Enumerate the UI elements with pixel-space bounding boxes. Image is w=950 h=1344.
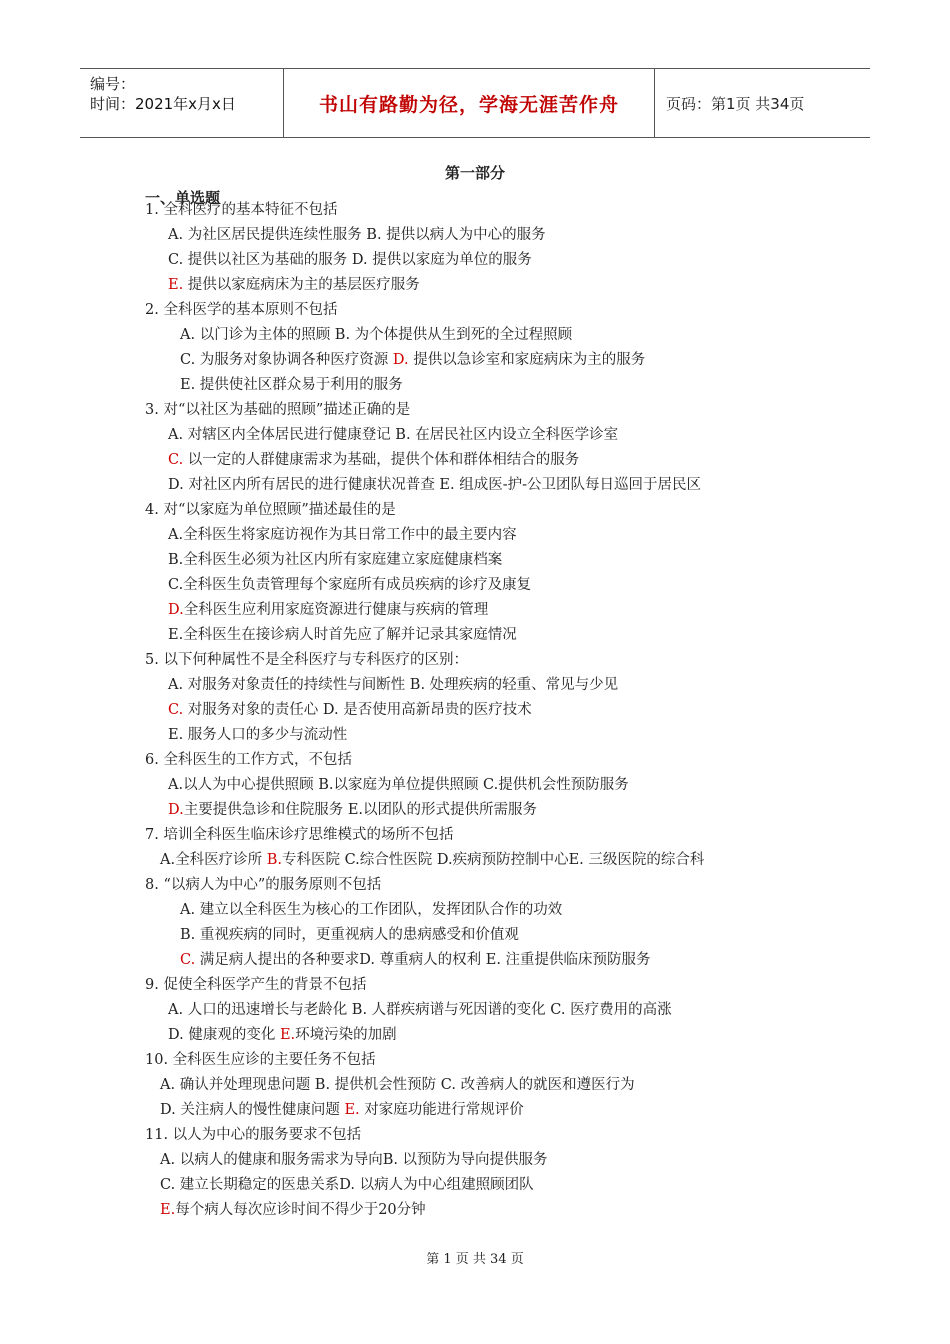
line-text: 环境污染的加剧 bbox=[295, 1027, 397, 1043]
line-text: 全科医生应利用家庭资源进行健康与疾病的管理 bbox=[183, 602, 489, 618]
question-line bbox=[168, 600, 488, 620]
answer-marker: E. bbox=[344, 1102, 360, 1118]
header-page-cell bbox=[656, 69, 870, 137]
line-text: B. 重视疾病的同时，更重视病人的患病感受和价值观 bbox=[180, 927, 519, 943]
line-text: 6. 全科医生的工作方式，不包括 bbox=[145, 752, 352, 768]
page-info: 页码：第1页 共34页 bbox=[666, 94, 805, 113]
question-line bbox=[145, 500, 396, 520]
line-text: E. 提供使社区群众易于利用的服务 bbox=[180, 377, 403, 393]
line-text: A. 人口的迅速增长与老龄化 B. 人群疾病谱与死因谱的变化 C. 医疗费用的高涨 bbox=[168, 1002, 672, 1018]
line-text: C.全科医生负责管理每个家庭所有成员疾病的诊疗及康复 bbox=[168, 577, 532, 593]
question-line bbox=[168, 775, 629, 795]
line-text: 2. 全科医学的基本原则不包括 bbox=[145, 302, 338, 318]
line-text: C. 建立长期稳定的医患关系D. 以病人为中心组建照顾团队 bbox=[160, 1177, 534, 1193]
line-text: 8. “以病人为中心”的服务原则不包括 bbox=[145, 877, 382, 893]
line-text: 每个病人每次应诊时间不得少于20分钟 bbox=[175, 1202, 426, 1218]
answer-marker: D. bbox=[168, 602, 184, 618]
line-text: A. 对辖区内全体居民进行健康登记 B. 在居民社区内设立全科医学诊室 bbox=[168, 427, 619, 443]
answer-marker: D. bbox=[392, 352, 409, 368]
question-line bbox=[168, 425, 618, 445]
question-line bbox=[145, 975, 366, 995]
line-text: A. 对服务对象责任的持续性与间断性 B. 处理疾病的轻重、常见与少见 bbox=[168, 677, 619, 693]
line-text: 提供以家庭病床为主的基层医疗服务 bbox=[183, 277, 420, 293]
question-line bbox=[145, 300, 337, 320]
line-text: E.全科医生在接诊病人时首先应了解并记录其家庭情况 bbox=[168, 627, 517, 643]
question-line bbox=[168, 450, 579, 470]
line-text: A.全科医生将家庭访视作为其日常工作中的最主要内容 bbox=[168, 527, 517, 543]
line-text: B.全科医生必须为社区内所有家庭建立家庭健康档案 bbox=[168, 552, 503, 568]
question-line bbox=[168, 525, 517, 545]
answer-marker: E. bbox=[168, 277, 184, 293]
question-line bbox=[168, 225, 546, 245]
line-text: 对服务对象的责任心 D. 是否使用高新昂贵的医疗技术 bbox=[183, 702, 532, 718]
line-text: 提供以急诊室和家庭病床为主的服务 bbox=[408, 352, 646, 368]
line-text: C. 提供以社区为基础的服务 D. 提供以家庭为单位的服务 bbox=[168, 252, 532, 268]
page-title: 第一部分 bbox=[444, 164, 505, 182]
question-line bbox=[145, 750, 352, 770]
line-text: A. 以门诊为主体的照顾 B. 为个体提供从生到死的全过程照顾 bbox=[180, 327, 573, 343]
question-line bbox=[168, 725, 347, 745]
question-line bbox=[145, 875, 381, 895]
question-line bbox=[168, 550, 502, 570]
question-line bbox=[145, 650, 468, 670]
question-line bbox=[145, 1050, 376, 1070]
line-text: D. 关注病人的慢性健康问题 bbox=[160, 1102, 345, 1118]
question-line bbox=[160, 1200, 426, 1220]
question-line bbox=[160, 1175, 534, 1195]
question-line bbox=[168, 1025, 397, 1045]
answer-marker: C. bbox=[168, 702, 184, 718]
question-line bbox=[180, 900, 562, 920]
question-line bbox=[145, 200, 337, 220]
answer-marker: C. bbox=[168, 452, 184, 468]
question-line bbox=[145, 1125, 361, 1145]
line-text: 10. 全科医生应诊的主要任务不包括 bbox=[145, 1052, 376, 1068]
code-label: 编号： bbox=[90, 75, 136, 93]
question-line bbox=[180, 925, 519, 945]
line-text: A. 确认并处理现患问题 B. 提供机会性预防 C. 改善病人的就医和遵医行为 bbox=[160, 1077, 635, 1093]
question-line bbox=[160, 1100, 524, 1120]
question-line bbox=[145, 400, 410, 420]
line-text: E. 服务人口的多少与流动性 bbox=[168, 727, 348, 743]
line-text: 11. 以人为中心的服务要求不包括 bbox=[145, 1127, 362, 1143]
question-line bbox=[145, 825, 453, 845]
page-footer: 第 1 页 共 34 页 bbox=[426, 1252, 524, 1267]
line-text: A. 以病人的健康和服务需求为导向B. 以预防为导向提供服务 bbox=[160, 1152, 548, 1168]
question-line bbox=[168, 700, 532, 720]
question-line bbox=[168, 250, 532, 270]
section-heading: 一、单选题 bbox=[145, 189, 221, 207]
line-text: D. 对社区内所有居民的进行健康状况普查 E. 组成医-护-公卫团队每日巡回于居民区 bbox=[168, 477, 702, 493]
line-text: 4. 对“以家庭为单位照顾”描述最佳的是 bbox=[145, 502, 396, 518]
line-text: 9. 促使全科医学产生的背景不包括 bbox=[145, 977, 367, 993]
line-text: 5. 以下何种属性不是全科医疗与专科医疗的区别： bbox=[145, 652, 468, 668]
page-header bbox=[80, 68, 870, 138]
line-text: 主要提供急诊和住院服务 E.以团队的形式提供所需服务 bbox=[183, 802, 538, 818]
question-line bbox=[160, 850, 704, 870]
line-text: 专科医院 C.综合性医院 D.疾病预防控制中心E. 三级医院的综合科 bbox=[281, 852, 705, 868]
header-motto-cell bbox=[283, 69, 655, 137]
line-text: A. 为社区居民提供连续性服务 B. 提供以病人为中心的服务 bbox=[168, 227, 546, 243]
question-line bbox=[160, 1150, 548, 1170]
line-text: 对家庭功能进行常规评价 bbox=[359, 1102, 524, 1118]
line-text: A.以人为中心提供照顾 B.以家庭为单位提供照顾 C.提供机会性预防服务 bbox=[168, 777, 629, 793]
line-text: 以一定的人群健康需求为基础，提供个体和群体相结合的服务 bbox=[183, 452, 580, 468]
motto: 书山有路勤为径，学海无涯苦作舟 bbox=[318, 93, 619, 116]
line-text: A. 建立以全科医生为核心的工作团队，发挥团队合作的功效 bbox=[180, 902, 563, 918]
line-text: 1. 全科医疗的基本特征不包括 bbox=[145, 202, 338, 218]
line-text: D. 健康观的变化 bbox=[168, 1027, 280, 1043]
line-text: 7. 培训全科医生临床诊疗思维模式的场所不包括 bbox=[145, 827, 454, 843]
answer-marker: C. bbox=[180, 952, 196, 968]
question-line bbox=[168, 625, 517, 645]
answer-marker: E. bbox=[279, 1027, 296, 1043]
line-text: 满足病人提出的各种要求D. 尊重病人的权利 E. 注重提供临床预防服务 bbox=[195, 952, 651, 968]
answer-marker: E. bbox=[160, 1202, 176, 1218]
line-text: A.全科医疗诊所 bbox=[160, 852, 267, 868]
answer-marker: D. bbox=[168, 802, 184, 818]
header-left-cell bbox=[80, 69, 280, 137]
question-line bbox=[168, 575, 531, 595]
question-line bbox=[168, 275, 420, 295]
question-line bbox=[168, 800, 537, 820]
question-line bbox=[180, 375, 403, 395]
question-line bbox=[180, 325, 572, 345]
question-line bbox=[168, 675, 618, 695]
answer-marker: B. bbox=[266, 852, 282, 868]
question-line bbox=[168, 1000, 672, 1020]
line-text: 3. 对“以社区为基础的照顾”描述正确的是 bbox=[145, 402, 411, 418]
question-line bbox=[180, 350, 645, 370]
question-line bbox=[168, 475, 701, 495]
question-line bbox=[160, 1075, 635, 1095]
line-text: C. 为服务对象协调各种医疗资源 bbox=[180, 352, 393, 368]
question-line bbox=[180, 950, 651, 970]
time-label: 时间：2021年x月x日 bbox=[90, 95, 236, 113]
